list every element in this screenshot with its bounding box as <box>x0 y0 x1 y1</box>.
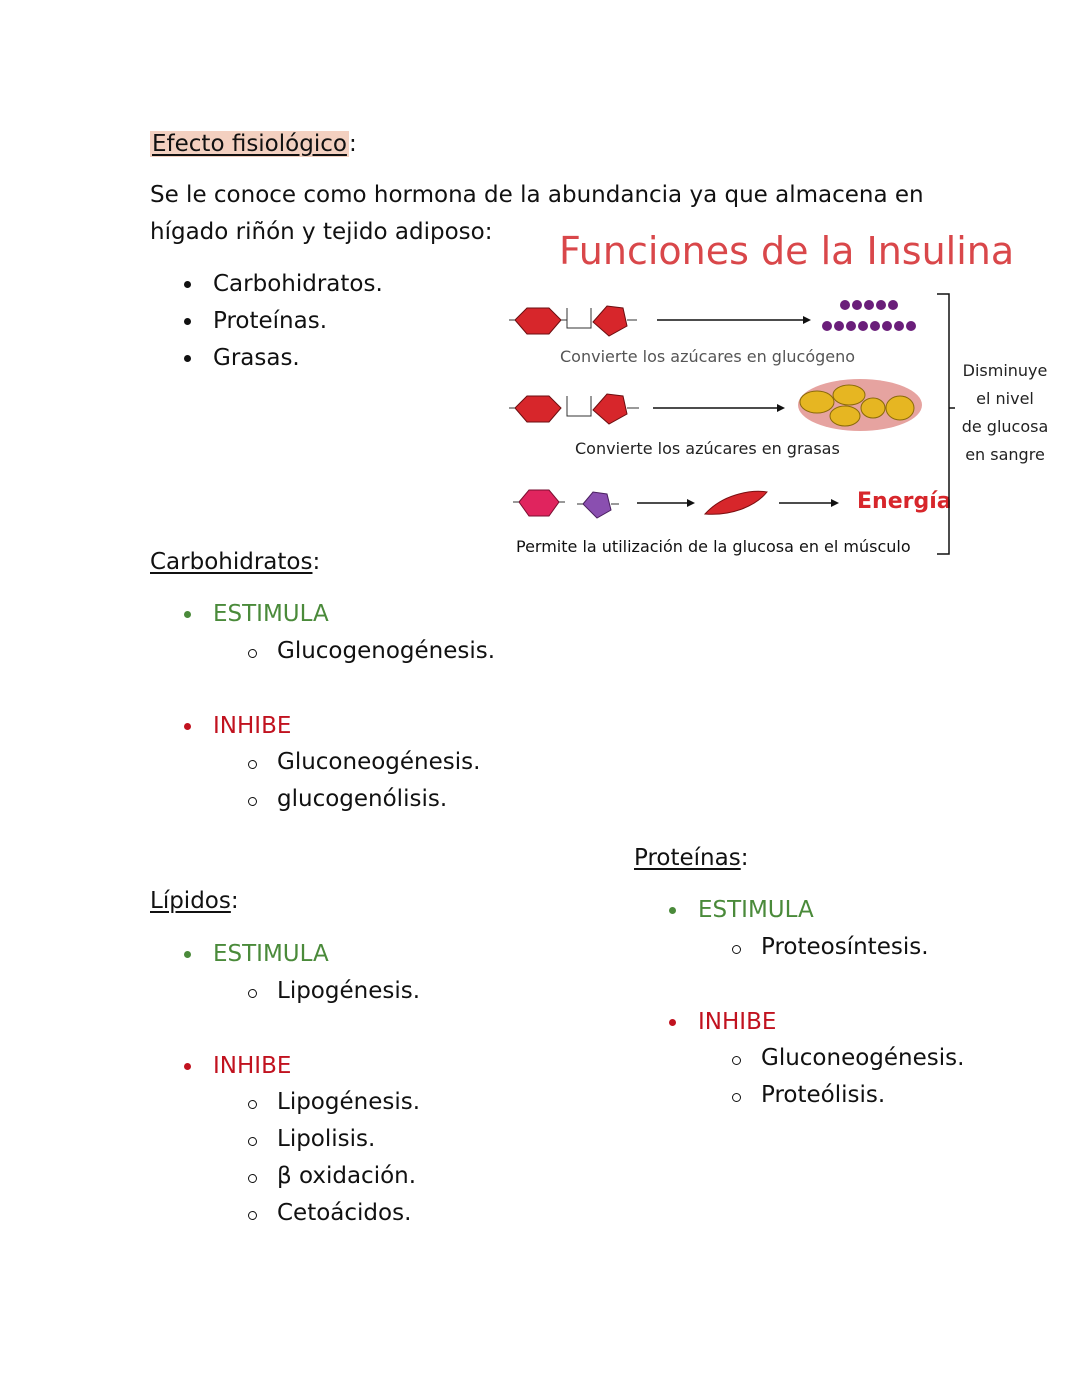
bullet-icon <box>184 318 191 325</box>
muscle-icon <box>705 491 767 514</box>
list-item: Carbohidratos. <box>213 271 383 297</box>
bullet-icon <box>669 907 676 914</box>
list-item: Glucogenogénesis. <box>277 638 496 664</box>
list-item: β oxidación. <box>277 1163 417 1189</box>
intro-line-2: hígado riñón y tejido adiposo: <box>150 219 493 245</box>
side-label-line-3: de glucosa <box>961 417 1049 436</box>
arrow-head-icon <box>687 499 695 507</box>
inhibits-label: INHIBE <box>213 713 292 739</box>
sub-bullet-icon <box>248 989 257 998</box>
page-title: Efecto fisiológico: <box>152 131 357 157</box>
figure-row-1-label: Convierte los azúcares en glucógeno <box>560 347 856 366</box>
intro-line-1: Se le conoce como hormona de la abundancia ya que almacena en <box>150 182 924 208</box>
sugar-molecules-icon <box>509 394 639 424</box>
figure-title: Funciones de la Insulina <box>559 229 1015 273</box>
arrow-head-icon <box>777 404 785 412</box>
inhibits-label: INHIBE <box>213 1053 292 1079</box>
stimulates-label: ESTIMULA <box>213 941 329 967</box>
bullet-icon <box>184 1063 191 1070</box>
list-item: Lipogénesis. <box>277 1089 421 1115</box>
list-item: glucogenólisis. <box>277 786 448 812</box>
list-item: Proteínas. <box>213 308 328 334</box>
sub-bullet-icon <box>248 760 257 769</box>
sugar-molecules-icon <box>509 306 637 336</box>
list-item: Lipogénesis. <box>277 978 421 1004</box>
bracket <box>937 294 949 554</box>
glycogen-icon <box>822 300 916 331</box>
bullet-icon <box>184 355 191 362</box>
list-item: Proteosíntesis. <box>761 934 929 960</box>
energy-label: Energía <box>857 489 952 514</box>
list-item: Gluconeogénesis. <box>277 749 481 775</box>
glucose-molecules-icon <box>513 490 619 518</box>
fat-cells-icon <box>798 379 922 431</box>
sub-bullet-icon <box>248 797 257 806</box>
bullet-icon <box>669 1019 676 1026</box>
sub-bullet-icon <box>732 945 741 954</box>
section-heading: Proteínas: <box>634 845 749 871</box>
sub-bullet-icon <box>248 1137 257 1146</box>
sub-bullet-icon <box>248 649 257 658</box>
section-heading: Carbohidratos: <box>150 549 321 575</box>
section-heading: Lípidos: <box>150 888 239 914</box>
side-label-line-4: en sangre <box>965 445 1045 464</box>
side-label-line-1: Disminuye <box>962 361 1048 380</box>
list-item: Cetoácidos. <box>277 1200 412 1226</box>
bullet-icon <box>184 611 191 618</box>
arrow-head-icon <box>831 499 839 507</box>
sub-bullet-icon <box>248 1174 257 1183</box>
insulin-functions-figure <box>505 222 1065 562</box>
sub-bullet-icon <box>248 1100 257 1109</box>
list-item: Lipolisis. <box>277 1126 376 1152</box>
inhibits-label: INHIBE <box>698 1009 777 1035</box>
bullet-icon <box>184 951 191 958</box>
list-item: Proteólisis. <box>761 1082 886 1108</box>
bullet-icon <box>184 281 191 288</box>
figure-row-3-label: Permite la utilización de la glucosa en el músculo <box>516 537 911 556</box>
sub-bullet-icon <box>732 1093 741 1102</box>
arrow-head-icon <box>803 316 811 324</box>
stimulates-label: ESTIMULA <box>213 601 329 627</box>
bullet-icon <box>184 723 191 730</box>
sub-bullet-icon <box>732 1056 741 1065</box>
list-item: Grasas. <box>213 345 300 371</box>
side-label-line-2: el nivel <box>976 389 1034 408</box>
figure-row-2-label: Convierte los azúcares en grasas <box>575 439 840 458</box>
sub-bullet-icon <box>248 1211 257 1220</box>
stimulates-label: ESTIMULA <box>698 897 814 923</box>
list-item: Gluconeogénesis. <box>761 1045 965 1071</box>
